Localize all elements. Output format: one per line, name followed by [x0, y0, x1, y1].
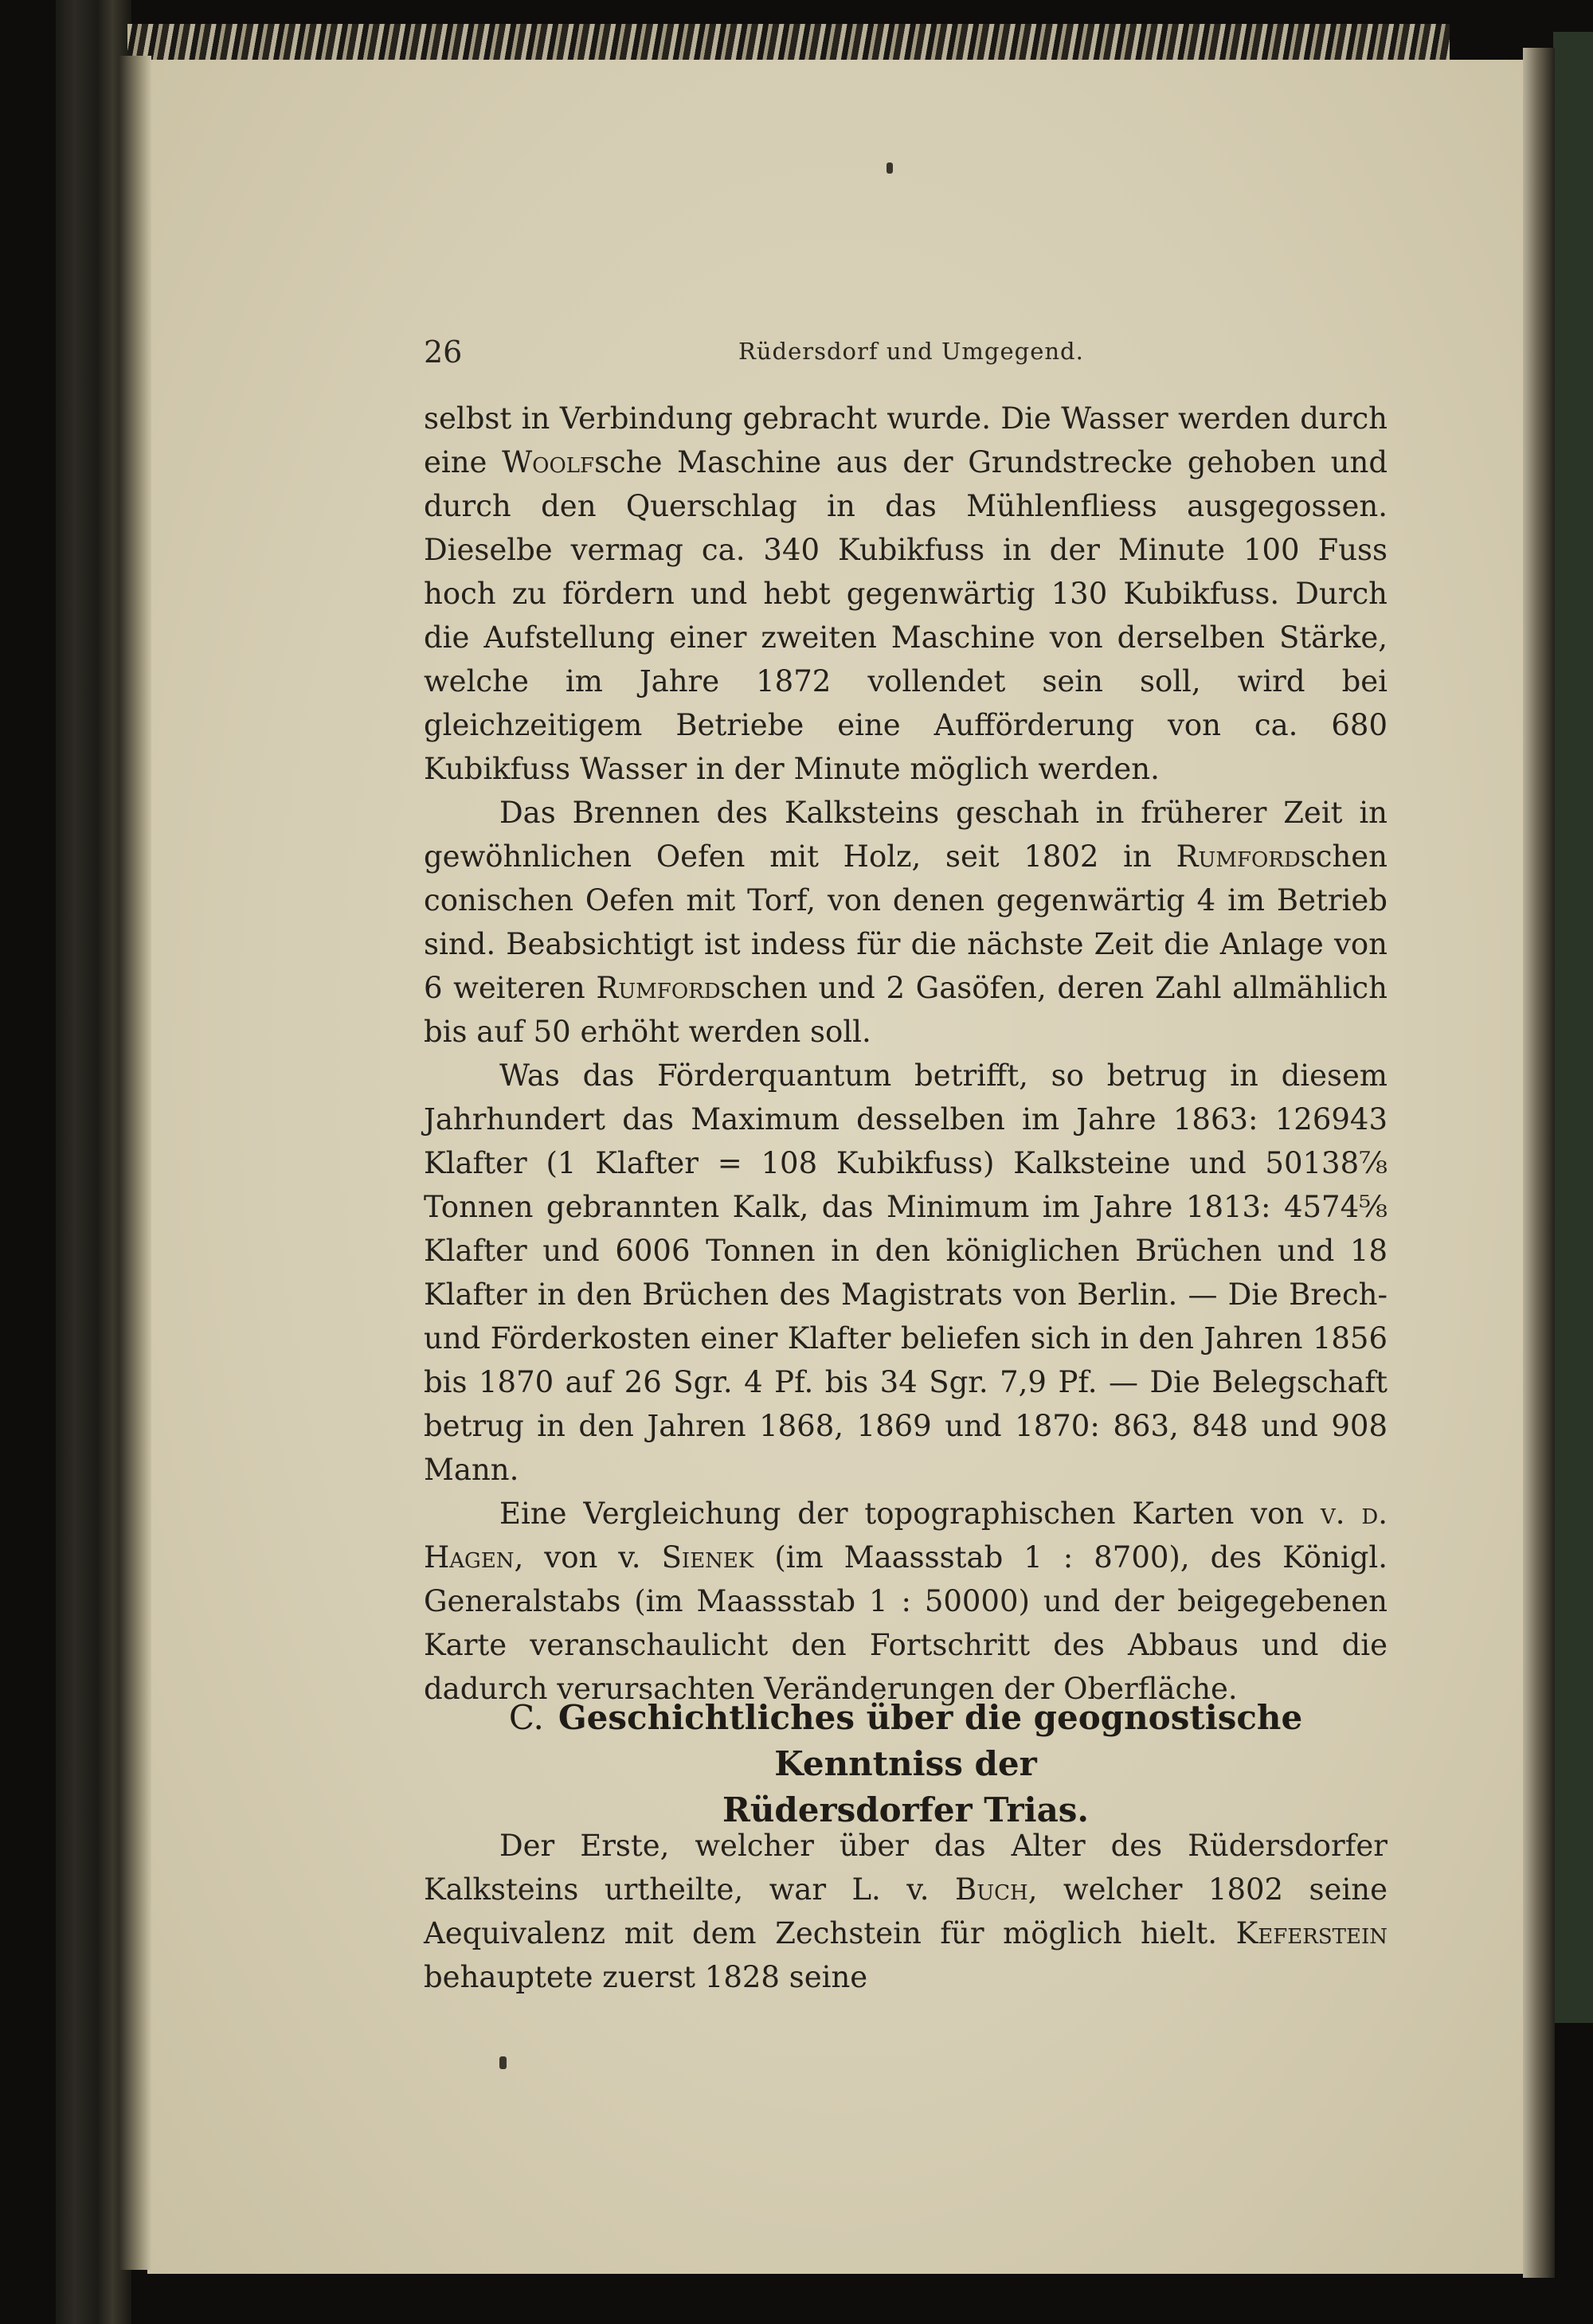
section-body-text — [424, 1824, 1388, 1999]
text-run: schen und 2 Gasöfen, deren Zahl allmählich bis auf 50 erhöht werden soll. — [424, 971, 1388, 1049]
paragraph — [424, 1824, 1388, 1999]
author-name: Sienek — [661, 1540, 754, 1575]
text-run: Was das Förderquantum betrifft, so betrug in diesem Jahrhundert das Maximum desselben im Jahre 1863: 126943 Klafter (1 Klafter = 108 Kubikfuss) Kalksteine und 50138⅞ Tonnen gebrannten Kalk, das Minimum im Jahre 1813: 4574⅝ Klafter und 6006 Tonnen in den königlichen Brüchen und 18 Klafter in den Brüchen des Magistrats von Berlin. — Die Brech- und Förderkosten einer Klafter beliefen sich in den Jahren 1856 bis 1870 auf 26 Sgr. 4 Pf. bis 34 Sgr. 7,9 Pf. — Die Belegschaft betrug in den Jahren 1868, 1869 und 1870: 863, 848 und 908 Mann. — [424, 1058, 1388, 1487]
page-number: 26 — [424, 335, 463, 370]
paragraph — [424, 1054, 1388, 1492]
ink-speck — [499, 2056, 507, 2069]
text-run: , von v. — [514, 1540, 662, 1575]
text-run: (im Maassstab 1 : 8700), des Königl. Generalstabs (im Maassstab 1 : 50000) und der beigegebenen Karte veranschaulicht den Fortschritt des Abbaus und die dadurch verursachten Veränderungen der Oberfläche. — [424, 1540, 1388, 1706]
section-heading — [424, 1695, 1388, 1833]
text-run: Der Erste, welcher über das Alter des Rüdersdorfer Kalksteins urtheilte, war L. v. — [424, 1829, 1388, 1907]
author-name: Rumford — [596, 971, 721, 1005]
running-head-title: Rüdersdorf und Umgegend. — [738, 338, 1084, 365]
author-name: Buch — [955, 1872, 1028, 1907]
text-run: Das Brennen des Kalksteins geschah in früherer Zeit in gewöhnlichen Oefen mit Holz, seit 1802 in — [424, 796, 1388, 874]
author-name: Keferstein — [1235, 1916, 1388, 1950]
body-text — [424, 397, 1388, 1711]
text-run: schen conischen Oefen mit Torf, von denen gegenwärtig 4 im Betrieb sind. Beabsichtigt ist indess für die nächste Zeit die Anlage von 6 weiteren — [424, 839, 1388, 1005]
text-run: sche Maschine aus der Grundstrecke gehoben und durch den Querschlag in das Mühlenfliess ausgegossen. Dieselbe vermag ca. 340 Kubikfuss in der Minute 100 Fuss hoch zu fördern und hebt gegenwärtig 130 Kubikfuss. Durch die Aufstellung einer zweiten Maschine von derselben Stärke, welche im Jahre 1872 vollendet sein soll, wird bei gleichzeitigem Betriebe eine Aufförderung von ca. 680 Kubikfuss Wasser in der Minute möglich werden. — [424, 445, 1388, 786]
text-run: selbst in Verbindung gebracht wurde. Die Wasser werden durch eine — [424, 401, 1388, 479]
gutter-shadow — [119, 56, 151, 2270]
paragraph — [424, 1492, 1388, 1711]
section-title-line2: Rüdersdorfer Trias. — [722, 1790, 1090, 1829]
text-run: Eine Vergleichung der topographischen Karten von — [499, 1497, 1321, 1531]
paragraph — [424, 397, 1388, 791]
author-name: v. d. Hagen — [424, 1497, 1388, 1575]
author-name: Rumford — [1176, 839, 1301, 874]
text-run: behauptete zuerst 1828 seine — [424, 1960, 868, 1994]
section-title-line1: Geschichtliches über die geognostische Kenntniss der — [558, 1698, 1303, 1783]
section-letter: C. — [508, 1698, 544, 1737]
running-head — [424, 335, 1388, 382]
book-cover-edge — [1553, 32, 1593, 2023]
author-name: Woolf — [502, 445, 595, 479]
paragraph — [424, 791, 1388, 1054]
page-fore-edge — [1523, 48, 1555, 2278]
text-run: , welcher 1802 seine Aequivalenz mit dem Zechstein für möglich hielt. — [424, 1872, 1388, 1950]
ink-speck — [887, 162, 893, 174]
